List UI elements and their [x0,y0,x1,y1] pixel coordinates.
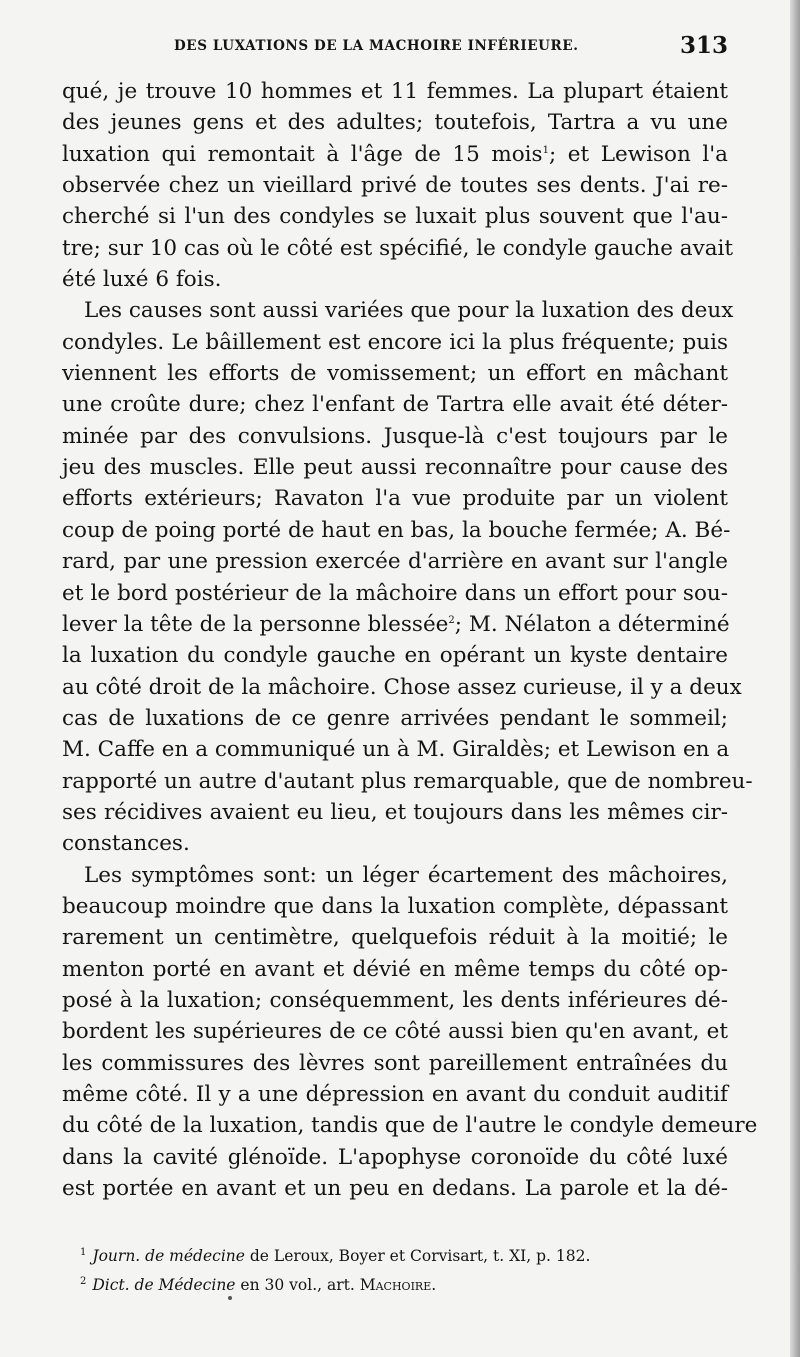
footnote-title: Dict. de Médecine [92,1276,236,1295]
text-line: du côté de la luxation, tandis que de l'autre le condyle demeure [62,1113,758,1139]
footnote-mark: 2 [80,1276,87,1288]
text-line: jeu des muscles. Elle peut aussi reconnaître pour cause des [62,455,728,481]
text-line: beaucoup moindre que dans la luxation complète, dépassant [62,893,728,919]
text-line [62,609,728,640]
ink-speck [228,1296,232,1300]
text-line: des jeunes gens et des adultes; toutefois, Tartra a vu une [62,110,728,136]
text-line: rapporté un autre d'autant plus remarquable, que de nombreu- [62,768,753,794]
text-fragment: luxation qui remontait à l'âge de 15 mois [62,141,543,167]
footnote-text: en 30 vol., art. [240,1276,355,1295]
text-line: qué, je trouve 10 hommes et 11 femmes. La plupart étaient [62,79,728,104]
text-line: coup de poing porté de haut en bas, la bouche fermée; A. Bé- [62,517,731,543]
text-line: et le bord postérieur de la mâchoire dans un effort pour sou- [62,580,728,606]
footnote-ref: 2 [448,614,455,626]
text-line: dans la cavité glénoïde. L'apophyse coronoïde du côté luxé [62,1144,728,1170]
text-line: une croûte dure; chez l'enfant de Tartra elle avait été déter- [62,392,728,418]
text-line: rarement un centimètre, quelquefois réduit à la moitié; le [62,925,728,951]
footnote-article: Machoire. [359,1276,437,1295]
text-line: même côté. Il y a une dépression en avant du conduit auditif [62,1082,728,1107]
text-line: ses récidives avaient eu lieu, et toujours dans les mêmes cir- [62,799,728,825]
page-number: 313 [679,32,728,59]
footnotes [80,1240,720,1298]
footnote-2 [80,1269,720,1298]
text-line: viennent les efforts de vomissement; un effort en mâchant [62,361,728,387]
footnote-title: Journ. de médecine [92,1247,245,1266]
paragraph-first-line: Les symptômes sont: un léger écartement des mâchoires, [84,862,728,888]
text-line: cas de luxations de ce genre arrivées pendant le sommeil; [62,705,728,731]
text-fragment: lever la tête de la personne blessée [62,611,449,637]
text-line: condyles. Le bâillement est encore ici la plus fréquente; puis [62,329,728,355]
text-line: la luxation du condyle gauche en opérant un kyste dentaire [62,643,728,669]
text-line: constances. [62,831,190,857]
text-line: tre; sur 10 cas où le côté est spécifié, le condyle gauche avait [62,235,734,261]
text-fragment: ; M. Nélaton a déterminé [454,611,730,637]
paragraph-first-line: Les causes sont aussi variées que pour la luxation des deux [84,298,734,324]
text-fragment: ; et Lewison l'a [548,141,728,167]
text-line [62,139,728,170]
body-text [62,76,758,1204]
text-line: cherché si l'un des condyles se luxait plus souvent que l'au- [62,204,728,230]
running-head: DES LUXATIONS DE LA MACHOIRE INFÉRIEURE. [174,38,579,54]
text-line: M. Caffe en a communiqué un à M. Giraldès; et Lewison en a [62,737,730,763]
text-line: au côté droit de la mâchoire. Chose assez curieuse, il y a deux [62,674,742,700]
text-line: rard, par une pression exercée d'arrière en avant sur l'angle [62,549,728,575]
text-line: est portée en avant et un peu en dedans. La parole et la dé- [62,1176,728,1202]
text-line: les commissures des lèvres sont pareillement entraînées du [62,1050,728,1076]
text-line: été luxé 6 fois. [62,267,222,293]
text-line: efforts extérieurs; Ravaton l'a vue produite par un violent [62,486,728,512]
text-line: minée par des convulsions. Jusque-là c'est toujours par le [62,423,728,449]
text-line: menton porté en avant et dévié en même temps du côté op- [62,956,728,982]
text-line: posé à la luxation; conséquemment, les dents inférieures dé- [62,987,728,1013]
page-header [62,32,728,62]
text-line: observée chez un vieillard privé de toutes ses dents. J'ai re- [62,173,728,199]
footnote-text: de Leroux, Boyer et Corvisart, t. XI, p. 182. [249,1247,591,1266]
footnote-1 [80,1240,720,1269]
footnote-mark: 1 [80,1247,87,1258]
text-line: bordent les supérieures de ce côté aussi bien qu'en avant, et [62,1019,728,1045]
footnote-ref: 1 [542,144,549,156]
